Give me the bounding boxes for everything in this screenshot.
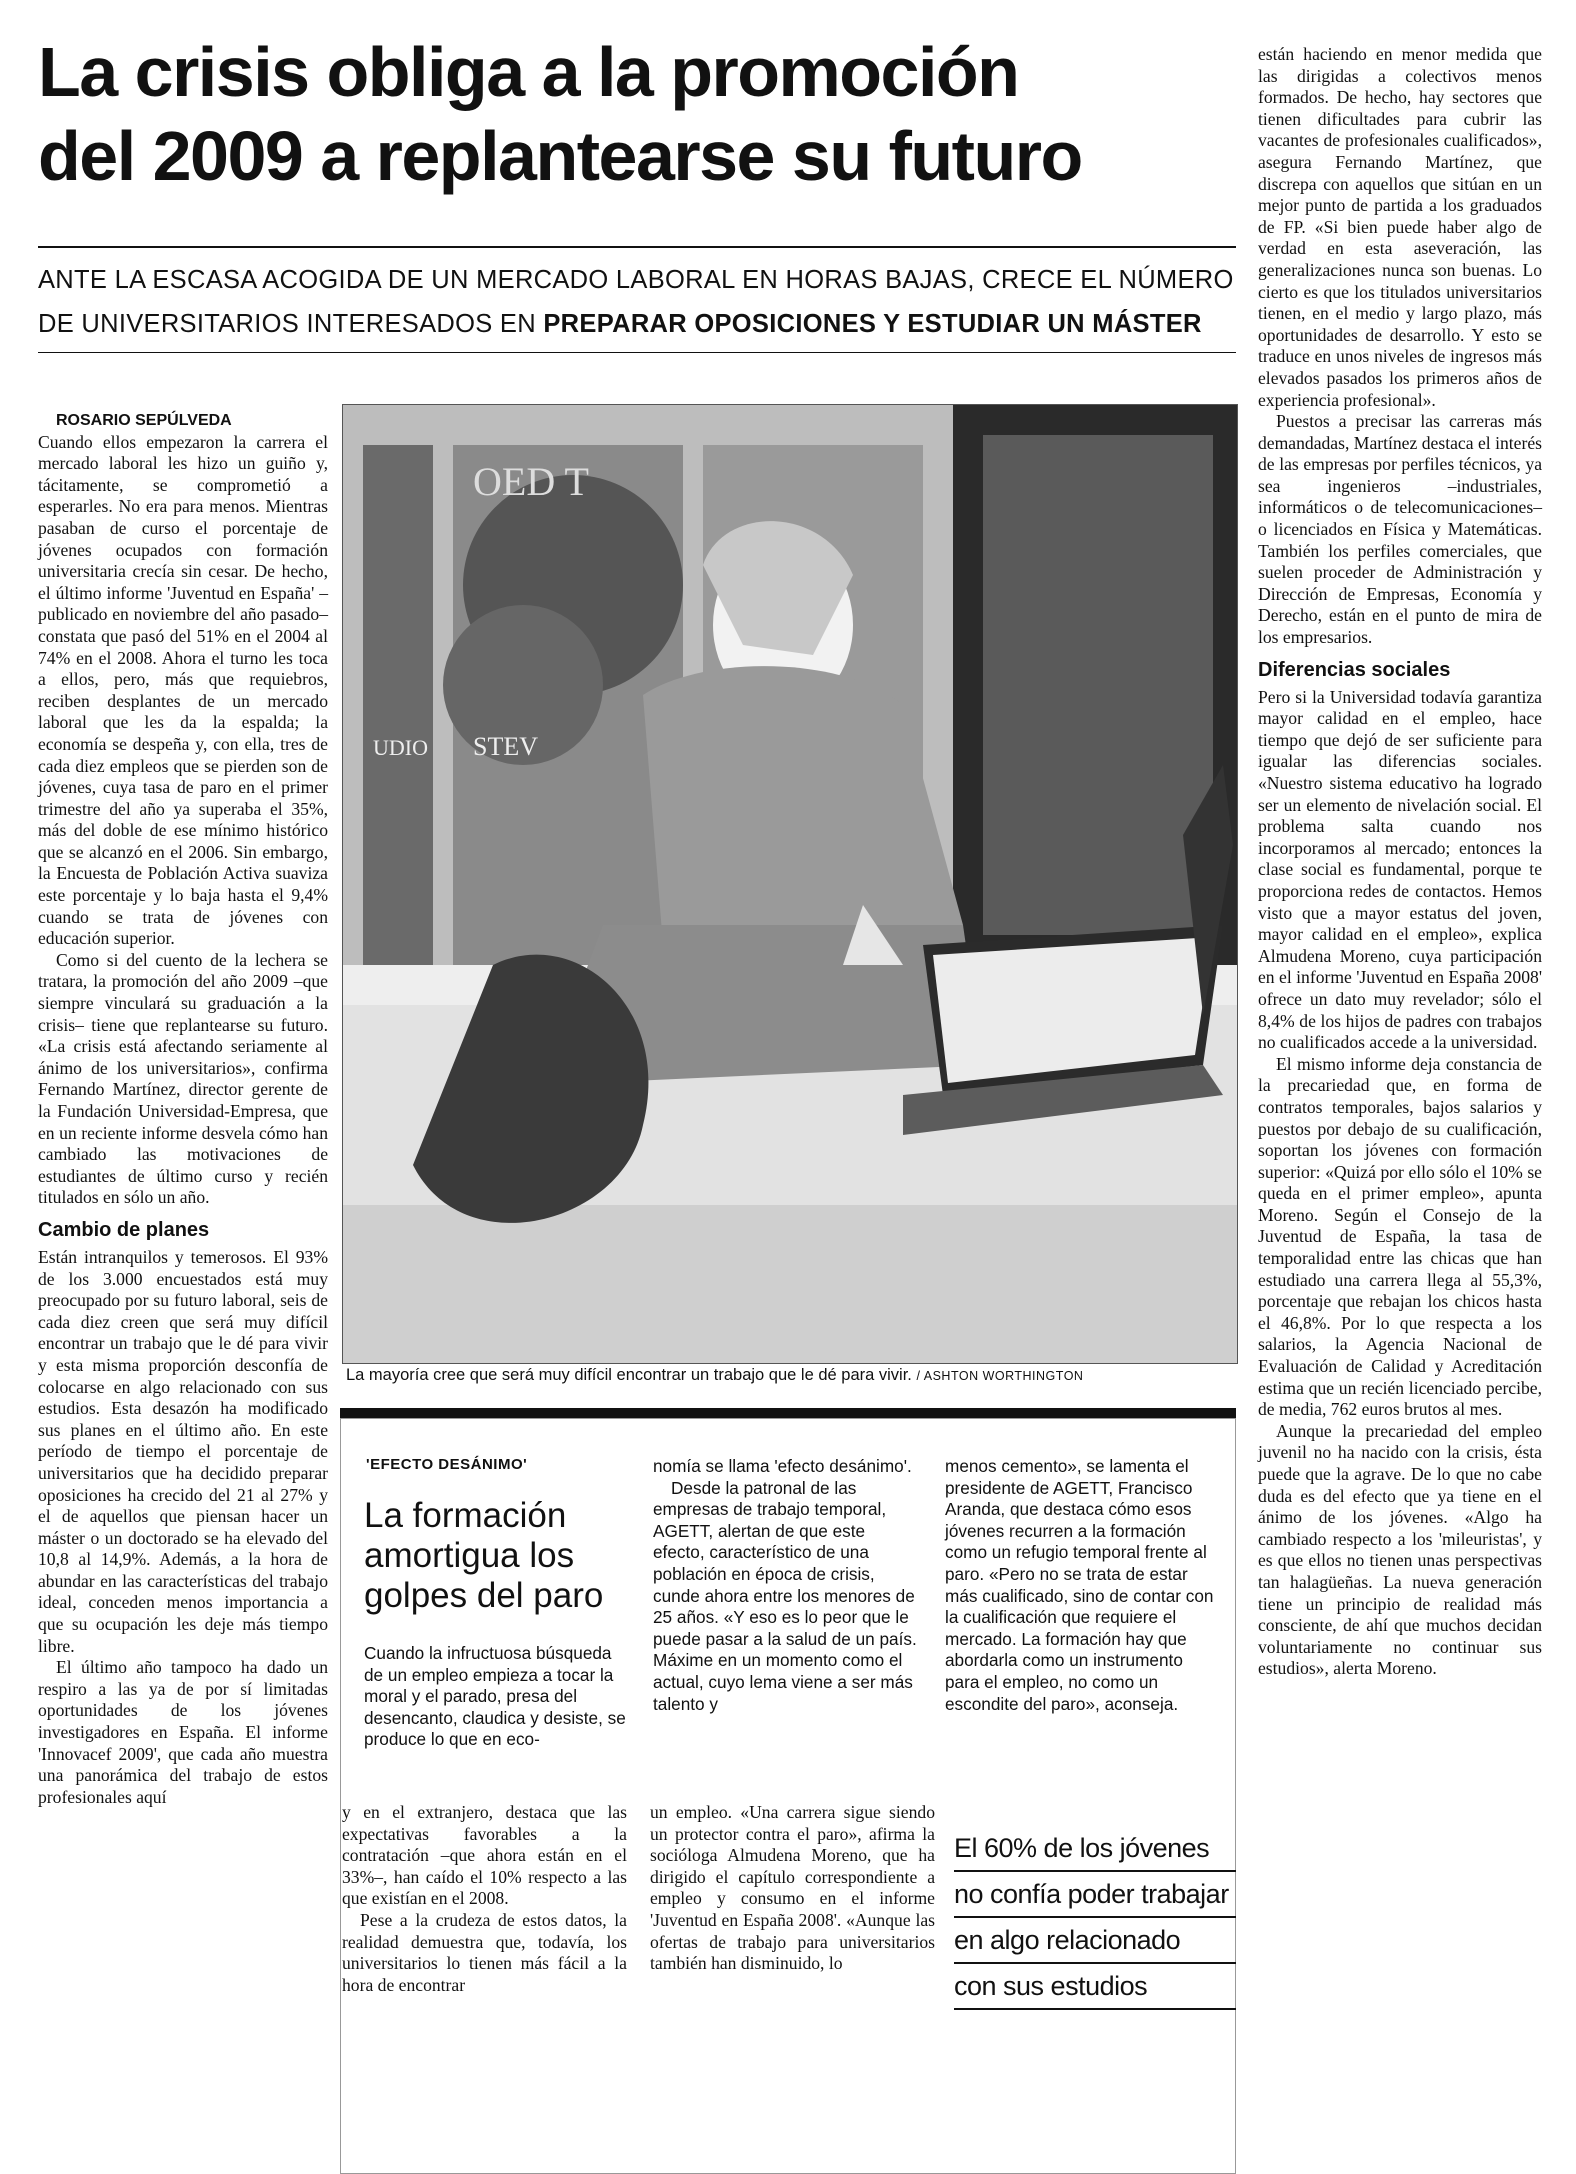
sidebar-column-3 [945,1456,1217,1715]
pull-quote [954,1826,1236,2010]
deck-line-2 [38,302,1238,346]
headline-line-2: del 2009 a replantearse su futuro [38,117,1082,195]
deck-line-2-bold: PREPARAR OPOSICIONES Y ESTUDIAR UN MÁSTER [543,310,1202,338]
photo-sign-1: OED T [473,459,589,504]
col4-paragraph-3: Pero si la Universidad todavía garantiza mayor calidad en el empleo, hace tiempo que dejó de ser suficiente para igualar las diferencias sociales. «Nuestro sistema educativo ha logrado ser un elemento de nivelación social. El problema salta cuando nos incorporamos al mercado; entonces la clase social es fundamental, porque te proporciona redes de contactos. Hemos visto que a mayor estatus del joven, mayor calidad en el empleo», explica Almudena Moreno, cuya participación en el informe 'Juventud en España 2008' ofrece un dato muy revelador; sólo el 8,4% de los hijos de padres con trabajos no cualificados accede a la universidad. [1258,686,1542,1053]
col4-paragraph-2: Puestos a precisar las carreras más demandadas, Martínez destaca el interés de las empresas por perfiles técnicos, ya sea ingenieros –industriales, informáticos o de telecomunicaciones– o licenciados en Física y Matemáticas. También los perfiles comerciales, que suelen proceder de Administración y Dirección de Empresas, Economía y Derecho, están en el punto de mira de los empresarios. [1258,411,1542,648]
photo-caption [346,1366,1246,1385]
col4-paragraph-5: Aunque la precariedad del empleo juvenil no ha nacido con la crisis, ésta puede que la agrave. De lo que no cabe duda es del efecto que ya tiene en el ánimo de los jóvenes. «Algo ha cambiado respecto a los 'mileuristas', y es que ellos no tienen unas perspectivas tan halagüeñas. La nueva generación tiene un principio de realidad más consciente, de ahí que muchos decidan voluntariamente no continuar sus estudios», alerta Moreno. [1258,1420,1542,1679]
sidebar-kicker: 'EFECTO DESÁNIMO' [366,1456,528,1473]
photo-sign-3: UDIO [373,735,428,760]
photo-sign-2: STEV [473,732,538,761]
col1-paragraph-2: Como si del cuento de la lechera se tratara, la promoción del año 2009 –que siempre vinculará su graduación a la crisis– tiene que replantearse su futuro. «La crisis está afectando seriamente al ánimo de los universitarios», confirma Fernando Martínez, director gerente de la Fundación Universidad-Empresa, que en un reciente informe desvela cómo han cambiado las motivaciones de estudiantes de último curso y recién titulados en sólo un año. [38,949,328,1208]
col1-paragraph-4: El último año tampoco ha dado un respiro a las ya de por sí limitadas oportunidades de los jóvenes investigadores en España. El informe 'Innovacef 2009', que cada año muestra una panorámica del trabajo de estos profesionales aquí [38,1657,328,1807]
sidebar-column-2 [653,1456,918,1715]
pull-quote-line-4: con sus estudios [954,1964,1236,2010]
article-column-2-bottom [342,1802,627,1996]
headline-rule [38,246,1236,248]
byline: ROSARIO SEPÚLVEDA [56,412,232,429]
sidebar-column-1 [364,1643,629,1751]
subhead-diferencias-sociales: Diferencias sociales [1258,658,1451,681]
col1-paragraph-3: Están intranquilos y temerosos. El 93% de los 3.000 encuestados está muy preocupado por su futuro laboral, seis de cada diez creen que será muy difícil encontrar un trabajo que le dé para vivir y esta misma proporción desconfía de colocarse en algo relacionado con sus estudios. Esta desazón ha modificado sus planes en el último año. En este período de tiempo el porcentaje de universitarios que ha decidido preparar oposiciones ha crecido del 21 al 27% y el de aquellos que piensan hacer un máster o un doctorado se ha elevado del 10,8 al 14,9%. Además, a la hora de abundar en las características del trabajo ideal, conceden menos importancia a que su ocupación les deje más tiempo libre. [38,1246,328,1656]
deck [38,258,1238,346]
headline [38,30,1218,198]
pull-quote-line-3: en algo relacionado [954,1918,1236,1964]
sidebar-top-rule [340,1408,1236,1418]
pull-quote-line-2: no confía poder trabajar [954,1872,1236,1918]
article-column-1 [38,410,328,1808]
col3-bottom-paragraph: un empleo. «Una carrera sigue siendo un protector contra el paro», afirma la socióloga Almudena Moreno, que ha dirigido el capítulo correspondiente a empleo y consumo en el informe 'Juventud en España 2008'. «Aunque las ofertas de trabajo para universitarios también han disminuido, lo [650,1802,935,1974]
sidebar-title: La formación amortigua los golpes del paro [364,1496,604,1615]
sidebar-col1-text: Cuando la infructuosa búsqueda de un empleo empieza a tocar la moral y el parado, presa del desencanto, claudica y desiste, se produce lo que en eco- [364,1643,626,1750]
main-photo [342,404,1238,1364]
col4-paragraph-4: El mismo informe deja constancia de la precariedad que, en forma de contratos temporales, bajos salarios y puestos por debajo de su cualificación, soportan los jóvenes con formación superior: «Quizá por ello sólo el 10% se queda en el primer empleo», apunta Moreno. Según el Consejo de la Juventud de España, la tasa de temporalidad entre las chicas que han estudiado una carrera llega al 55,3%, porcentaje que rebajan los chicos hasta el 46,8%. Por lo que respecta a los salarios, la Agencia Nacional de Evaluación de Calidad y Acreditación estima que un recién licenciado percibe, de media, 762 euros brutos al mes. [1258,1053,1542,1420]
sidebar-col2-p2: Desde la patronal de las empresas de trabajo temporal, AGETT, alertan de que este efecto, característico de una población en época de crisis, cunde ahora entre los menores de 25 años. «Y eso es lo peor que le puede pasar a la salud de un país. Máxime en un momento como el actual, cuyo lema viene a ser más talento y [653,1477,917,1714]
sidebar-col2-p1: nomía se llama 'efecto desánimo'. [653,1456,912,1476]
sidebar-col3-text: menos cemento», se lamenta el presidente de AGETT, Francisco Aranda, que destaca cómo esos jóvenes recurren a la formación como un refugio temporal frente al paro. «Pero no se trata de estar más cualificado, sino de contar con la cualificación que requiere el mercado. La formación hay que abordarla como un instrumento para el empleo, no como un escondite del paro», aconseja. [945,1456,1214,1714]
caption-text: La mayoría cree que será muy difícil encontrar un trabajo que le dé para vivir. [346,1366,912,1384]
deck-rule [38,352,1236,353]
deck-line-1: ANTE LA ESCASA ACOGIDA DE UN MERCADO LABORAL EN HORAS BAJAS, CRECE EL NÚMERO [38,266,1234,294]
photo-illustration [343,405,1237,1363]
col2-bottom-paragraph-1: y en el extranjero, destaca que las expectativas favorables a la contratación –que ahora están en el 33%–, han caído el 10% respecto a las que existían en el 2008. [342,1802,627,1909]
headline-line-1: La crisis obliga a la promoción [38,33,1019,111]
article-column-4 [1258,44,1542,1680]
col1-paragraph-1: Cuando ellos empezaron la carrera el mercado laboral les hizo un guiño y, tácitamente, se comprometió a esperarles. No era para menos. Mientras pasaban de curso el porcentaje de jóvenes ocupados con formación universitaria crecía sin cesar. De hecho, el último informe 'Juventud en España' –publicado en noviembre del año pasado– constata que pasó del 51% en el 2004 al 74% en el 2008. Ahora el turno les toca a ellos, pero, más que requiebros, reciben desplantes de un mercado laboral que les da la espalda; la economía se despeña y, con ella, tres de cada diez empleos que se pierden son de jóvenes, cuya tasa de paro en el primer trimestre del año ya superaba el 35%, más del doble de ese mínimo histórico que se alcanzó en el 2006. Sin embargo, la Encuesta de Población Activa suaviza este porcentaje y lo baja hasta el 9,4% cuando se trata de jóvenes con educación superior. [38,431,328,949]
deck-line-2-normal: DE UNIVERSITARIOS INTERESADOS EN [38,310,544,338]
col2-bottom-paragraph-2: Pese a la crudeza de estos datos, la realidad demuestra que, todavía, los universitarios lo tienen más fácil a la hora de encontrar [342,1909,627,1995]
subhead-cambio-de-planes: Cambio de planes [38,1218,210,1241]
photo-credit: / ASHTON WORTHINGTON [916,1369,1084,1383]
col4-paragraph-1: están haciendo en menor medida que las dirigidas a colectivos menos formados. De hecho, hay sectores que tienen dificultades para cubrir las vacantes de profesionales cualificados», asegura Fernando Martínez, que discrepa con aquellos que sitúan en un mejor punto de partida a los graduados de FP. «Si bien puede haber algo de verdad en esta aseveración, las generalizaciones nunca son buenas. Lo cierto es que los titulados universitarios tienen, en el medio y largo plazo, más oportunidades de desarrollo. Y esto se traduce en unos niveles de ingresos más elevados pasados los primeros años de experiencia profesional». [1258,44,1542,410]
article-column-3-bottom [650,1802,935,1975]
pull-quote-line-1: El 60% de los jóvenes [954,1826,1236,1872]
